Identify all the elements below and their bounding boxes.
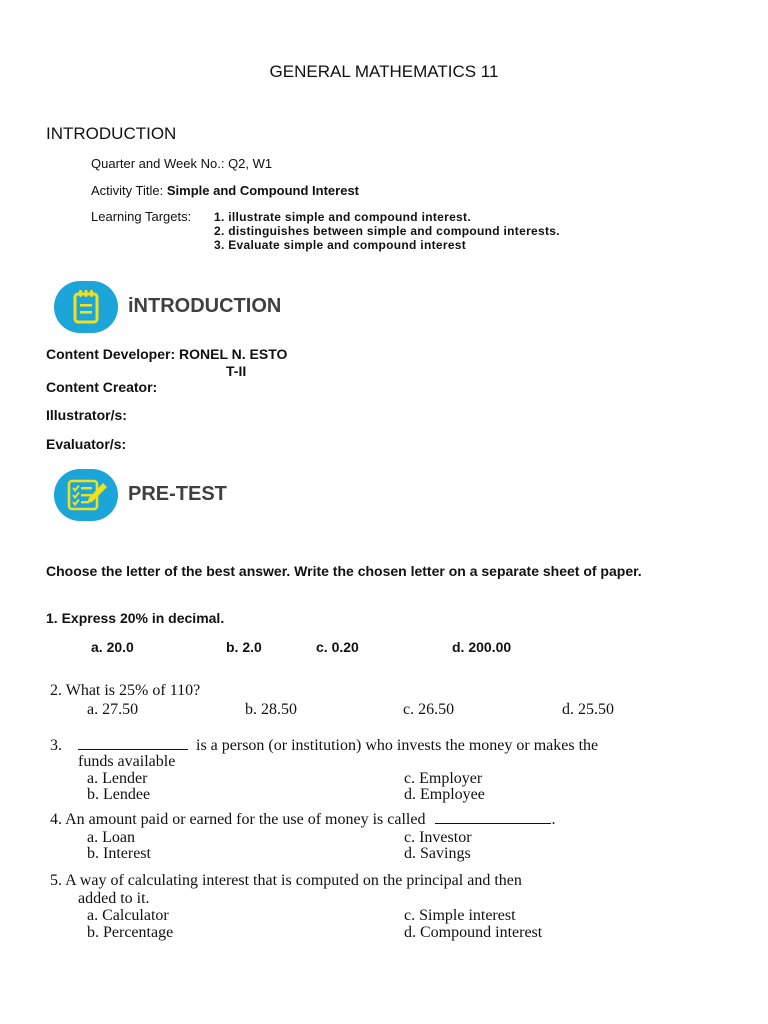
target-item-2: 2. distinguishes between simple and compound interests. — [214, 224, 560, 238]
question-2-stem: 2. What is 25% of 110? — [50, 682, 201, 699]
q3-option-a: a. Lender — [87, 770, 148, 787]
q4-answer-blank — [435, 823, 551, 824]
quarter-line — [91, 156, 272, 171]
notepad-icon — [54, 281, 118, 333]
question-5-stem: 5. A way of calculating interest that is computed on the principal and then — [50, 872, 522, 889]
q5-stem-line2: added to it. — [78, 890, 150, 907]
q3-stem-line2: funds available — [78, 753, 176, 770]
activity-value: Simple and Compound Interest — [166, 183, 359, 198]
q3-option-d: d. Employee — [404, 786, 485, 803]
targets-label: Learning Targets: — [91, 209, 192, 224]
q2-option-d: d. 25.50 — [562, 701, 614, 718]
q3-number: 3. — [50, 737, 62, 754]
q4-option-a: a. Loan — [87, 829, 135, 846]
q4-option-c: c. Investor — [404, 829, 472, 846]
q1-option-d: d. 200.00 — [452, 639, 512, 655]
target-item-1: 1. illustrate simple and compound interest. — [214, 210, 471, 224]
target-item-3: 3. Evaluate simple and compound interest — [214, 238, 467, 252]
quarter-value: Q2, W1 — [228, 156, 273, 171]
q3-stem-rest: is a person (or institution) who invests the money or makes the — [196, 737, 599, 754]
q4-stem-text: 4. An amount paid or earned for the use of money is called — [50, 811, 426, 828]
developer-label: Content Developer: — [46, 346, 176, 362]
q5-option-d: d. Compound interest — [404, 924, 543, 941]
illustrator-label: Illustrator/s: — [46, 407, 127, 423]
q3-answer-blank — [78, 749, 188, 750]
question-4-stem — [50, 811, 555, 829]
q3-option-c: c. Employer — [404, 770, 483, 787]
developer-line — [46, 346, 287, 362]
introduction-badge — [54, 281, 118, 333]
q2-option-b: b. 28.50 — [245, 701, 297, 718]
q2-option-c: c. 26.50 — [403, 701, 455, 718]
checklist-icon — [54, 469, 118, 521]
pretest-badge-label: PRE-TEST — [128, 483, 227, 505]
creator-label: Content Creator: — [46, 379, 158, 395]
developer-title: T-II — [226, 363, 247, 379]
activity-label: Activity Title: — [91, 183, 164, 198]
instructions: Choose the letter of the best answer. Write the chosen letter on a separate sheet of paper. — [46, 563, 642, 579]
q5-option-a: a. Calculator — [87, 907, 169, 924]
pretest-badge — [54, 469, 118, 521]
q4-stem-end: . — [551, 811, 556, 828]
section-heading: INTRODUCTION — [46, 124, 177, 143]
document-title: GENERAL MATHEMATICS 11 — [269, 62, 499, 81]
question-1-stem: 1. Express 20% in decimal. — [46, 610, 225, 626]
introduction-badge-label: iNTRODUCTION — [128, 295, 282, 317]
activity-line — [91, 183, 359, 198]
q1-option-b: b. 2.0 — [226, 639, 262, 655]
quarter-label: Quarter and Week No.: — [91, 156, 225, 171]
q2-option-a: a. 27.50 — [87, 701, 139, 718]
q3-option-b: b. Lendee — [87, 786, 151, 803]
q1-option-a: a. 20.0 — [91, 639, 134, 655]
q4-option-b: b. Interest — [87, 845, 151, 862]
q1-option-c: c. 0.20 — [316, 639, 359, 655]
developer-name: RONEL N. ESTO — [179, 346, 288, 362]
q5-option-b: b. Percentage — [87, 924, 174, 941]
q5-option-c: c. Simple interest — [404, 907, 516, 924]
q4-option-d: d. Savings — [404, 845, 471, 862]
evaluator-label: Evaluator/s: — [46, 436, 127, 452]
